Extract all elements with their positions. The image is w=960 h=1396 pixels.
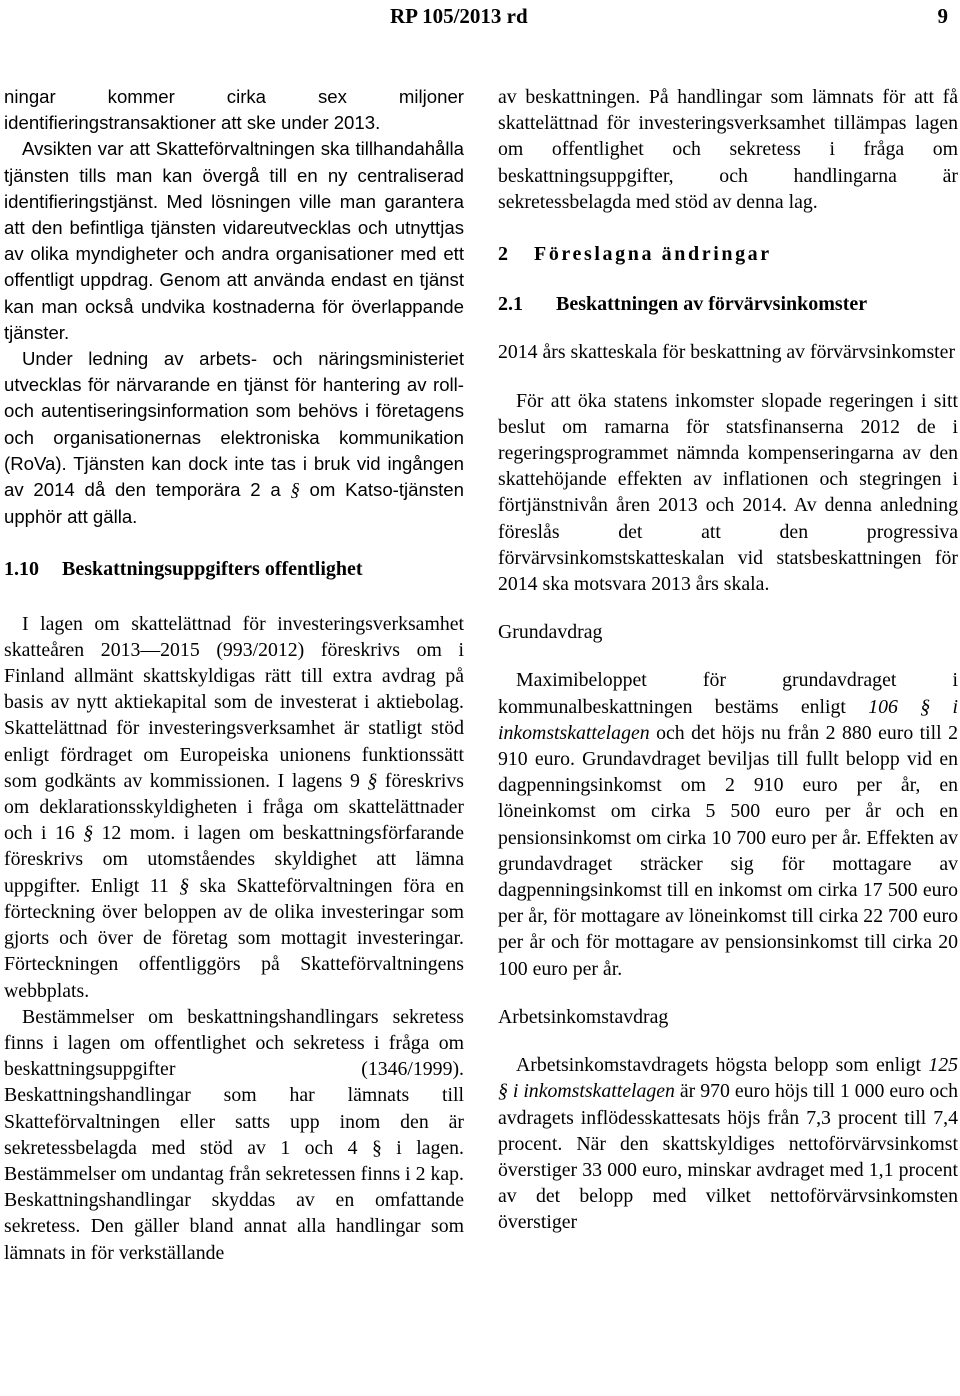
section-heading	[4, 556, 464, 582]
right-column	[498, 84, 958, 1236]
paragraph-text: I lagen om skattelättnad för investeringsverksamhet skatteåren 2013—2015 (993/2012) föreskrivs om i Finland allmänt skattskyldigas rätt till extra avdrag på basis av nytt aktiekapital som de investerat i aktiebolag. Skattelättnad för investeringsverksamhet är statligt stöd enligt fördraget om Europeiska unionens funktionssätt som godkänts av kommissionen. I lagens 9	[4, 612, 464, 792]
paragraph-text: om Katso-tjänsten upphör att gälla.	[4, 479, 464, 528]
chapter-number: 2	[498, 243, 508, 266]
subheading: 2014 års skatteskala för beskattning av förvärvsinkomster	[498, 341, 956, 364]
section-symbol: §	[179, 874, 190, 897]
left-column	[4, 84, 464, 1266]
paragraph: För att öka statens inkomster slopade regeringen i sitt beslut om ramarna för statsfinanserna 2012 de i regeringsprogrammet nämnda kompenseringarna av den skattehöjande effekten av inflationen och stegringen i förtjänstnivån åren 2013 och 2014. Av denna anledning föreslås det att den progressiva förvärvsinkomstskatteskalan vid statsbeskattningen för 2014 ska motsvara 2013 års skala.	[498, 389, 958, 596]
section-symbol: §	[920, 695, 931, 718]
paragraph: av beskattningen. På handlingar som lämnats för att få skattelättnad för investeringsverksamhet tillämpas lagen om offentlighet och sekretess i fråga om beskattningsuppgifter, och handlingarna är sekretessbelagda med stöd av denna lag.	[498, 86, 958, 213]
paragraph	[498, 667, 958, 981]
paragraph-text: ska Skatteförvaltningen föra en förteckning över beloppen av de olika investeringar som gjorts och över de företag som mottagit investeringar. Förteckningen offentliggörs på Skatteförvaltningens webbplats.	[4, 874, 465, 1002]
section-symbol: §	[83, 822, 94, 845]
page-header	[0, 4, 960, 34]
paragraph-text: föreskrivs om deklarationsskyldigheten i fråga om skattelättnader och i 16	[4, 769, 464, 845]
section-title: Beskattningsuppgifters offentlighet	[62, 558, 363, 581]
section-symbol: §	[290, 480, 300, 502]
spacer	[498, 597, 958, 619]
legal-reference: i inkomstskattelagen	[498, 695, 959, 744]
subheading: Grundavdrag	[498, 621, 603, 644]
section-heading	[498, 291, 958, 317]
spacer	[498, 982, 958, 1004]
paragraph	[4, 611, 464, 1004]
paragraph-text: Maximibeloppet för grundavdraget i kommunalbeskattningen bestäms enligt	[498, 669, 958, 718]
paragraph-text: är 970 euro höjs till 1 000 euro och avdragets inflödesskattesats höjs från 7,3 procent till 7,4 procent. När den skattskyldiges nettoförvärvsinkomst överstiger 33 000 euro, minskar avdraget med 1,1 procent av det belopp med vilket nettoförvärvsinkomsten överstiger	[498, 1080, 958, 1234]
legal-reference: i inkomstskattelagen	[512, 1080, 675, 1103]
section-title: Beskattningen av förvärvsinkomster	[556, 293, 868, 316]
legal-reference: 106	[868, 695, 898, 718]
paragraph-text: och det höjs nu från 2 880 euro till 2 910 euro. Grundavdraget beviljas till fullt belopp vid en dagpenningsinkomst om 2 910 euro per år, en löneinkomst om cirka 5 500 euro per år och en pensionsinkomst om cirka 10 700 euro per år. Effekten av grundavdraget sträcker sig för mottagare av dagpenningsinkomst till en inkomst om cirka 17 500 euro per år, för mottagare av löneinkomst till cirka 22 700 euro per år och för mottagare av pensionsinkomst till cirka 20 100 euro per år.	[498, 721, 958, 980]
subheading: Arbetsinkomstavdrag	[498, 1005, 669, 1028]
page-number: 9	[937, 4, 948, 28]
section-number: 2.1	[498, 293, 523, 316]
section-symbol: §	[367, 769, 378, 792]
paragraph: Bestämmelser om beskattningshandlingars sekretess finns i lagen om offentlighet och sekretess i fråga om beskattningsuppgifter (1346/1999). Beskattningshandlingar som har lämnats till Skatteförvaltningen eller satts upp inom den är sekretessbelagda med stöd av 1 och 4 § i lagen. Bestämmelser om undantag från sekretessen finns i 2 kap. Beskattningshandlingar skyddas av en omfattande sekretess. Den gäller bland annat alla handlingar som lämnats in för verkställande	[4, 1005, 464, 1264]
section-symbol: §	[498, 1080, 508, 1103]
paragraph-text: 12 mom. i lagen om beskattningsförfarande föreskrivs om utomståendes skyldighet att lämna uppgifter. Enligt 11	[4, 822, 465, 897]
paragraph-text: Arbetsinkomstavdragets högsta belopp som enligt	[516, 1054, 922, 1077]
paragraph-text: Under ledning av arbets- och näringsministeriet utvecklas för närvarande en tjänst för hantering av roll- och autentiseringsinformation som behövs i företagens och organisationernas elektroniska kommunikation (RoVa). Tjänsten kan dock inte tas i bruk vid ingången av 2014 då den temporära 2 a	[4, 348, 464, 501]
paragraph	[4, 346, 464, 530]
chapter-heading	[498, 241, 958, 267]
paragraph: Avsikten var att Skatteförvaltningen ska tillhandahålla tjänsten tills man kan övergå till en ny centraliserad identifieringstjänst. Med lösningen ville man garantera att den befintliga tjänsten vidareutvecklas och utnyttjas av olika myndigheter och andra organisationer med ett offentligt uppdrag. Genom att använda endast en tjänst kan man också undvika kostnaderna för överlappande tjänster.	[4, 138, 464, 343]
chapter-title: Föreslagna ändringar	[534, 243, 772, 266]
paragraph	[498, 1052, 958, 1235]
running-title: RP 105/2013 rd	[390, 4, 528, 28]
legal-reference: 125	[928, 1054, 958, 1077]
section-number: 1.10	[4, 558, 39, 581]
paragraph: ningar kommer cirka sex miljoner identifieringstransaktioner att ske under 2013.	[4, 86, 464, 134]
